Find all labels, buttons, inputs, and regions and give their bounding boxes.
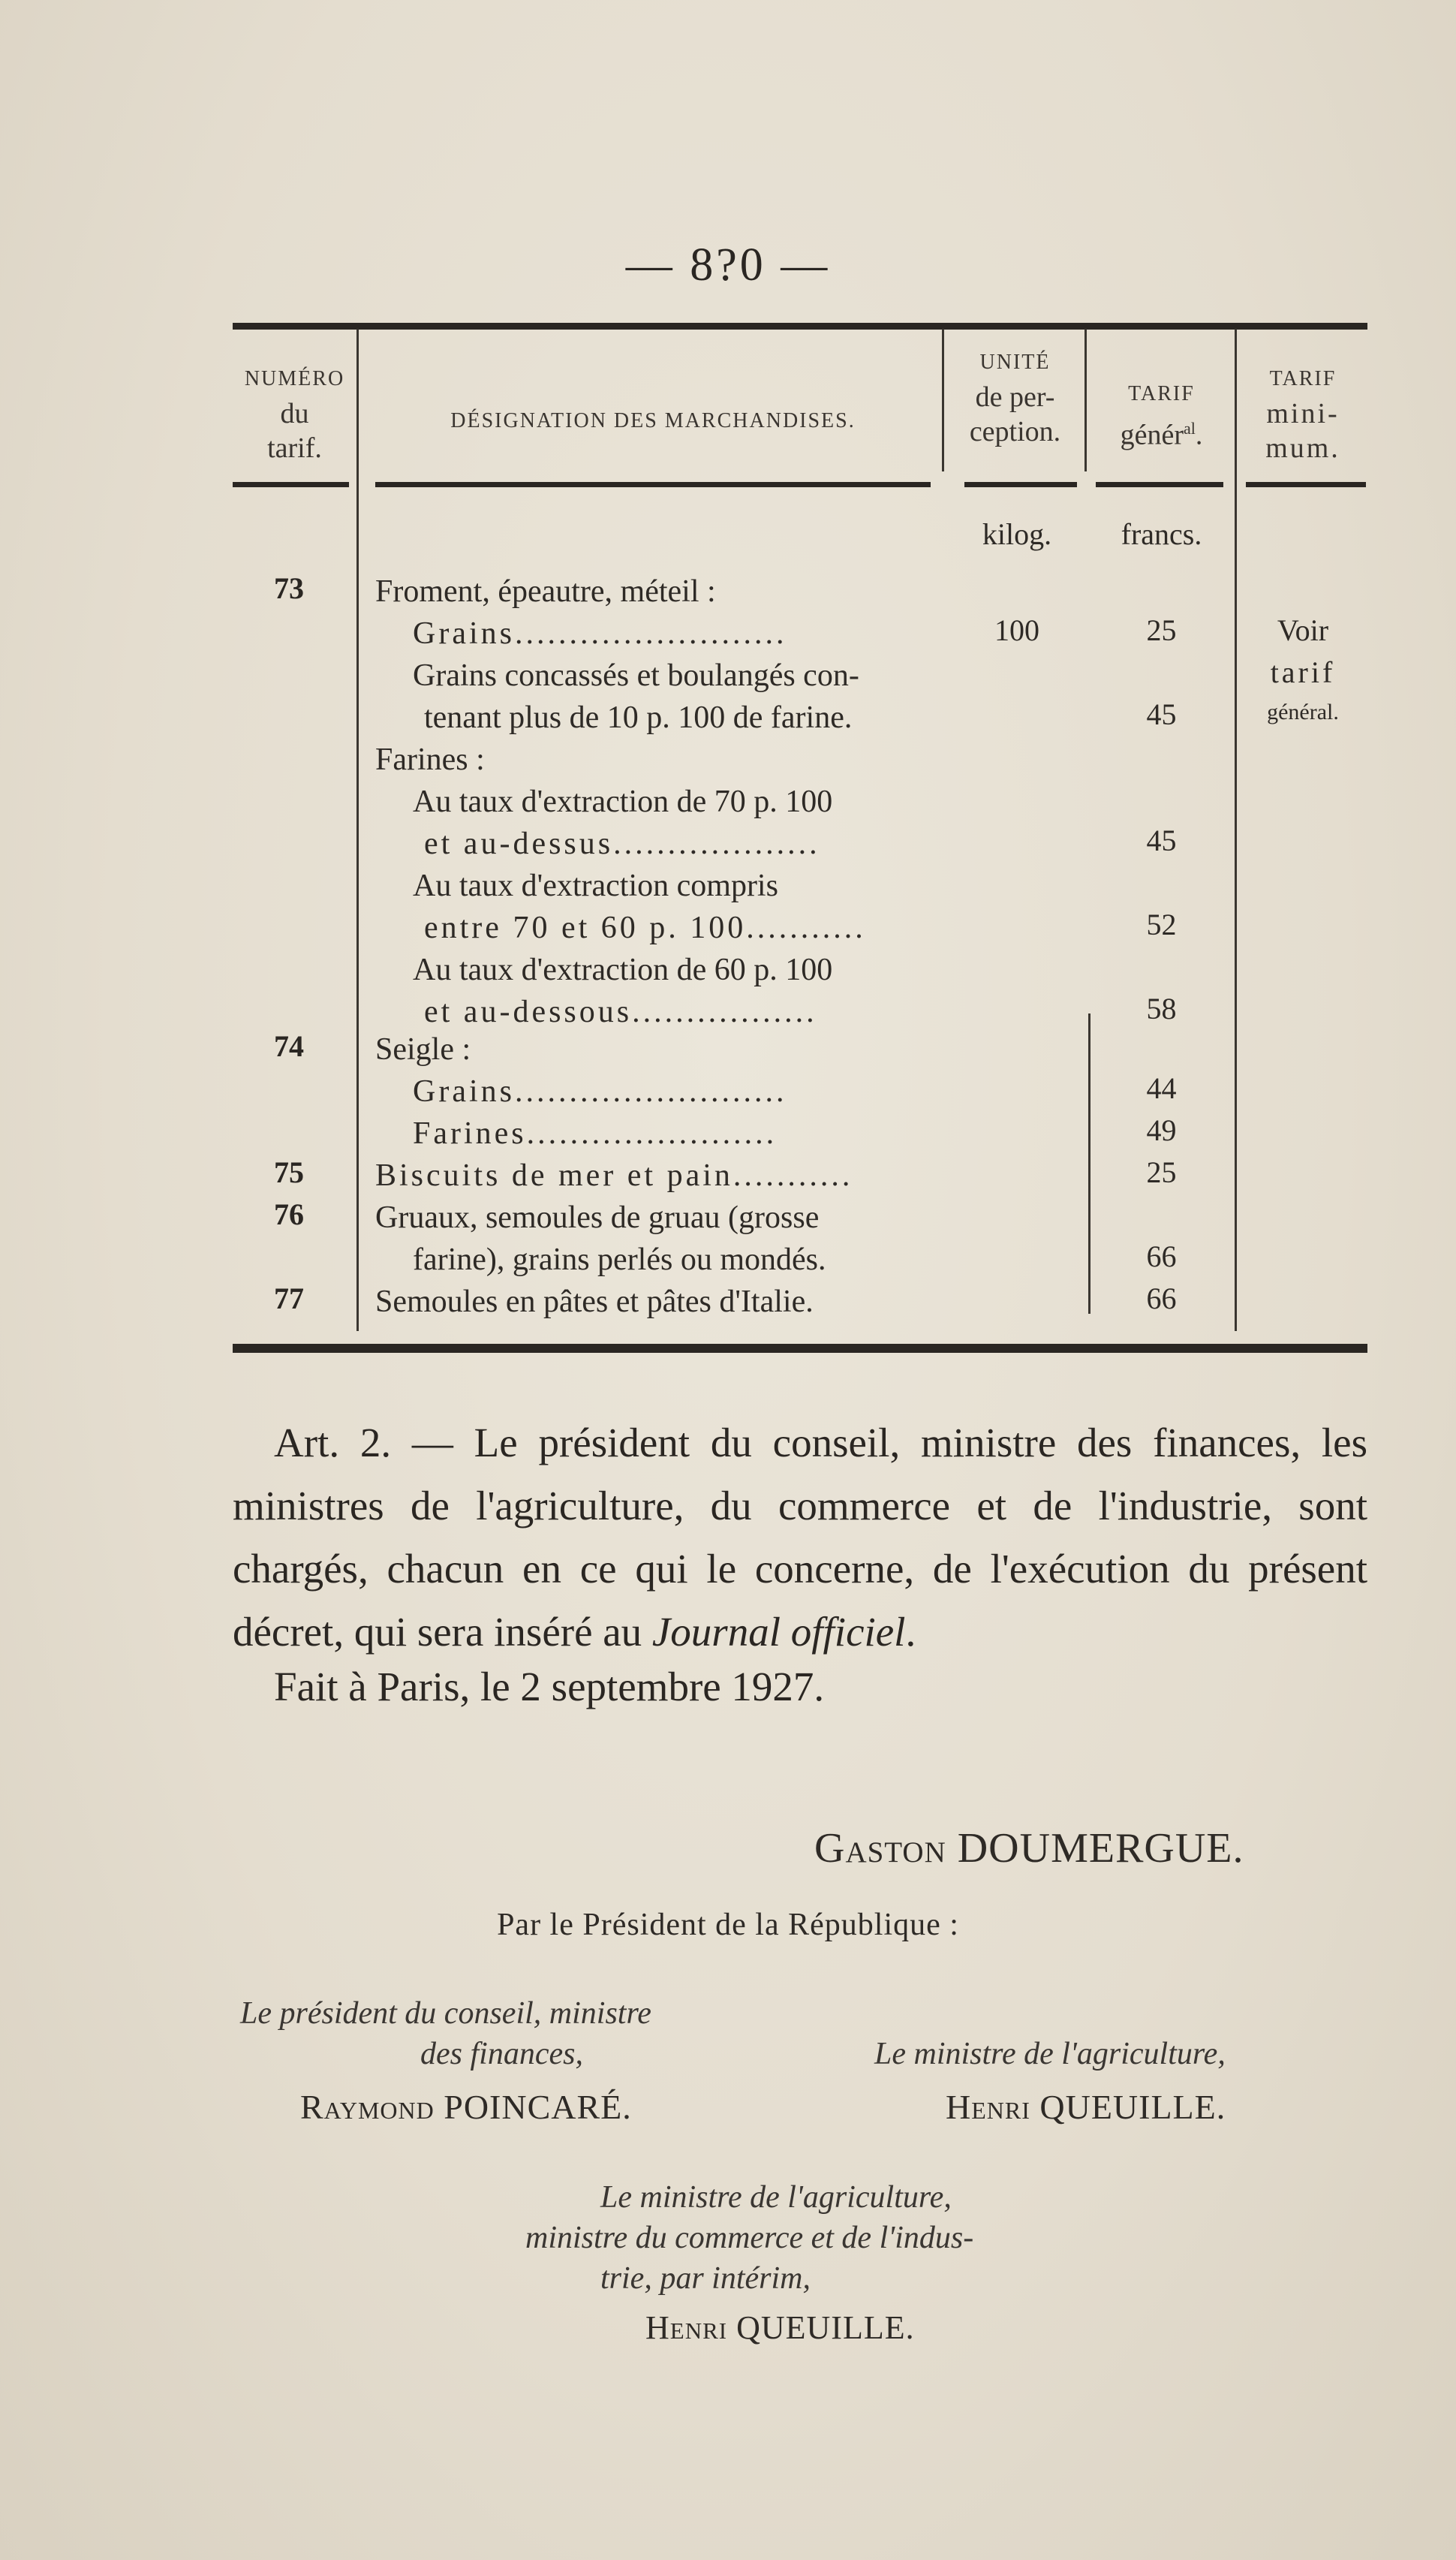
general-tariff-value: 25 xyxy=(1146,613,1177,647)
designation-line: Au taux d'extraction de 70 p. 100 xyxy=(413,785,833,819)
right-signatory-name: Henri QUEUILLE. xyxy=(946,2088,1226,2126)
header-tarif-general-sup: al xyxy=(1184,419,1196,438)
header-unite xyxy=(946,345,1084,449)
designation-line: Grains concassés et boulangés con- xyxy=(413,658,859,693)
designation-line: Biscuits de mer et pain........... xyxy=(375,1158,853,1193)
general-tariff-value: 52 xyxy=(1146,908,1177,941)
minimum-tariff-value: tarif xyxy=(1270,655,1336,689)
tariff-number: 74 xyxy=(274,1029,304,1063)
left-title-line: Le président du conseil, ministre xyxy=(240,1996,651,2031)
tariff-table xyxy=(233,323,1367,1363)
bottom-signatory-name: Henri QUEUILLE. xyxy=(645,2309,915,2346)
unit-kilog: kilog. xyxy=(982,517,1052,551)
tariff-number: 77 xyxy=(274,1282,304,1315)
table-top-rule xyxy=(233,323,1367,330)
tariff-number: 73 xyxy=(274,571,304,605)
header-numero-line: NUMÉRO xyxy=(244,367,345,390)
bottom-signatory-title xyxy=(525,2177,1096,2299)
header-tarif-minimum xyxy=(1238,362,1367,465)
column-rule xyxy=(942,329,944,471)
header-tarif-minimum-line: TARIF xyxy=(1269,367,1337,390)
tariff-number: 76 xyxy=(274,1197,304,1231)
unit-francs: francs. xyxy=(1121,517,1202,551)
header-numero xyxy=(233,362,356,465)
tariff-number: 75 xyxy=(274,1155,304,1189)
header-rule xyxy=(375,482,931,487)
bottom-title-line: Le ministre de l'agriculture, xyxy=(600,2180,952,2215)
header-numero-line: tarif. xyxy=(267,432,322,464)
header-rule xyxy=(964,482,1077,487)
header-rule xyxy=(233,482,349,487)
signature-president xyxy=(814,1824,1244,1872)
president-name: Gaston DOUMERGUE. xyxy=(814,1825,1244,1872)
designation-line: Froment, épeautre, méteil : xyxy=(375,574,716,609)
header-tarif-general-dot: . xyxy=(1195,419,1203,451)
column-rule xyxy=(1084,329,1087,471)
designation-line: Farines....................... xyxy=(413,1116,778,1151)
general-tariff-value: 49 xyxy=(1146,1113,1177,1147)
column-rule xyxy=(1235,329,1237,1331)
designation-line: Seigle : xyxy=(375,1032,471,1067)
general-tariff-value: 66 xyxy=(1146,1239,1177,1273)
designation-line: Grains......................... xyxy=(413,1074,787,1109)
page-number: — 8?0 — xyxy=(625,239,831,291)
designation-line: Au taux d'extraction de 60 p. 100 xyxy=(413,953,833,987)
article-text: Art. 2. — Le président du conseil, ministre des finances, les ministres de l'agriculture, du commerce et de l'industrie, sont chargés, chacun en ce qui le concerne, de l'exécution du présent décret, qui sera inséré au xyxy=(233,1420,1367,1655)
designation-line: Semoules en pâtes et pâtes d'Italie. xyxy=(375,1285,814,1319)
header-tarif-minimum-line: mini- xyxy=(1266,398,1340,429)
par-le-president: Par le Président de la République : xyxy=(497,1908,959,1942)
header-tarif-general xyxy=(1088,377,1235,453)
header-rule xyxy=(1096,482,1223,487)
minimum-tariff-value: Voir xyxy=(1277,613,1329,647)
header-unite-line: UNITÉ xyxy=(979,351,1051,374)
bottom-title-line: trie, par intérim, xyxy=(600,2261,811,2296)
general-tariff-value: 58 xyxy=(1146,992,1177,1026)
designation-line: farine), grains perlés ou mondés. xyxy=(413,1242,826,1277)
general-tariff-value: 45 xyxy=(1146,824,1177,857)
header-tarif-minimum-line: mum. xyxy=(1265,432,1340,464)
header-designation: DÉSIGNATION DES MARCHANDISES. xyxy=(450,409,856,432)
designation-line: Grains......................... xyxy=(413,616,787,651)
table-bottom-rule xyxy=(233,1344,1367,1353)
left-signatory-name: Raymond POINCARÉ. xyxy=(300,2088,632,2126)
designation-line: Au taux d'extraction compris xyxy=(413,869,778,903)
article-paragraph xyxy=(233,1411,1367,1664)
general-tariff-value: 44 xyxy=(1146,1071,1177,1105)
designation-line: et au-dessous................. xyxy=(424,995,817,1029)
designation-line: entre 70 et 60 p. 100........... xyxy=(424,911,866,945)
column-rule xyxy=(356,329,359,1331)
designation-line: tenant plus de 10 p. 100 de farine. xyxy=(424,700,853,735)
left-signatory-title xyxy=(240,1993,651,2074)
header-tarif-general-line: TARIF xyxy=(1128,382,1195,405)
unit-value: 100 xyxy=(994,613,1039,647)
header-unite-line: de per- xyxy=(975,381,1055,413)
general-tariff-value: 45 xyxy=(1146,697,1177,731)
bottom-title-line: ministre du commerce et de l'indus- xyxy=(525,2221,974,2255)
header-numero-line: du xyxy=(280,398,309,429)
designation-line: Farines : xyxy=(375,742,485,777)
fait-a-paris: Fait à Paris, le 2 septembre 1927. xyxy=(274,1664,825,1709)
general-tariff-value: 25 xyxy=(1146,1155,1177,1189)
left-title-line: des finances, xyxy=(420,2037,583,2071)
designation-line: Gruaux, semoules de gruau (grosse xyxy=(375,1200,820,1235)
header-unite-line: ception. xyxy=(969,416,1061,447)
general-tariff-value: 66 xyxy=(1146,1282,1177,1315)
article-end: . xyxy=(905,1609,916,1655)
header-tarif-general-line: génér xyxy=(1120,419,1184,451)
journal-officiel: Journal officiel xyxy=(651,1609,906,1655)
designation-line: et au-dessus................... xyxy=(424,827,820,861)
header-rule xyxy=(1246,482,1366,487)
right-signatory-title: Le ministre de l'agriculture, xyxy=(874,2037,1226,2071)
minimum-tariff-value: général. xyxy=(1267,700,1339,724)
